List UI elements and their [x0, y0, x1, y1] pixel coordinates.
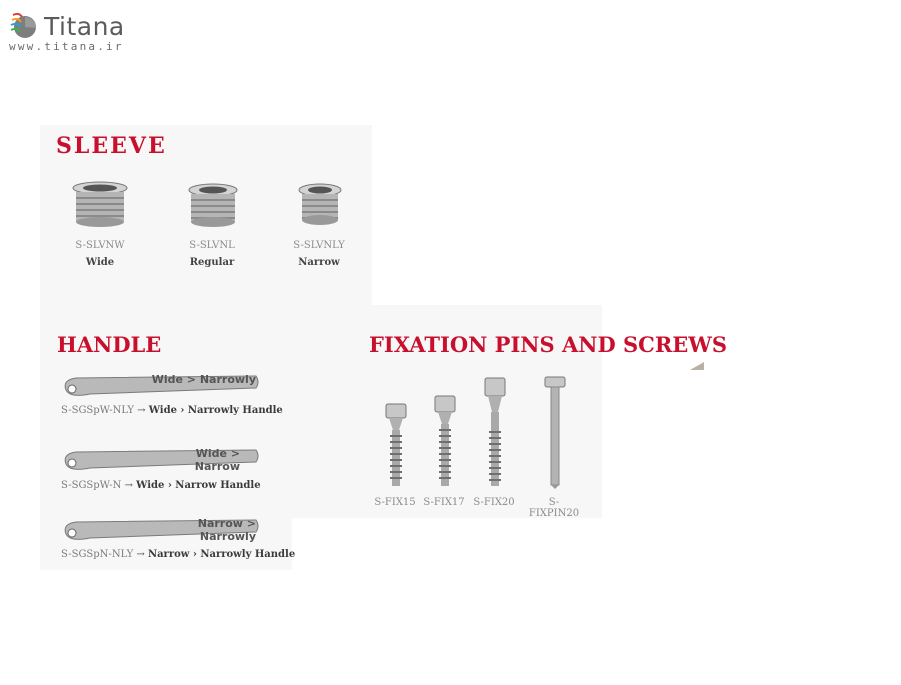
sleeve-regular-icon — [185, 182, 241, 230]
sleeve-size: Wide — [85, 257, 115, 268]
fixation-code: S-FIX17 — [423, 497, 465, 508]
sleeve-code: S-SLVNL — [189, 240, 235, 251]
handle-code: S-SGSpW-NLY — [61, 405, 134, 416]
sleeve-title: SLEEVE — [56, 133, 167, 159]
handle-description: Narrow › Narrowly Handle — [147, 549, 296, 560]
handle-caption — [61, 549, 295, 560]
handle-code: S-SGSpW-N — [61, 480, 122, 491]
arrow-right-icon: → — [124, 480, 133, 491]
sleeve-code: S-SLVNLY — [293, 240, 345, 251]
titana-logo-icon — [8, 9, 40, 41]
handle-description: Wide › Narrowly Handle — [148, 405, 283, 416]
handle-caption — [61, 405, 283, 416]
screw-fix20-icon — [482, 376, 508, 490]
fixation-code: S-FIXPIN20 — [528, 497, 580, 519]
fixation-code: S-FIX20 — [473, 497, 515, 508]
handle-title: HANDLE — [57, 332, 162, 357]
arrow-right-icon: → — [136, 549, 145, 560]
handle-engraving: Narrow > Narrowly — [197, 517, 256, 543]
sleeve-wide-icon — [70, 180, 130, 230]
arrow-right-icon: → — [137, 405, 146, 416]
handle-engraving: Wide > Narrowly — [151, 373, 256, 386]
handle-engraving: Wide > Narrow — [194, 447, 240, 473]
screw-fix17-icon — [432, 394, 458, 490]
handle-description: Wide › Narrow Handle — [136, 480, 261, 491]
fixation-code: S-FIX15 — [374, 497, 416, 508]
sleeve-code: S-SLVNW — [75, 240, 125, 251]
sleeve-size: Narrow — [298, 257, 340, 268]
sleeve-size: Regular — [189, 257, 235, 268]
handle-code: S-SGSpN-NLY — [61, 549, 134, 560]
pin-fixpin20-icon — [543, 375, 567, 490]
sleeve-narrow-icon — [296, 182, 344, 228]
fixation-title: FIXATION PINS AND SCREWS — [369, 332, 728, 357]
screw-fix15-icon — [383, 402, 409, 490]
handle-caption — [61, 480, 261, 491]
logo-url: www.titana.ir — [9, 40, 124, 53]
logo-wordmark: Titana — [44, 12, 125, 41]
corner-ribbon — [690, 362, 704, 370]
